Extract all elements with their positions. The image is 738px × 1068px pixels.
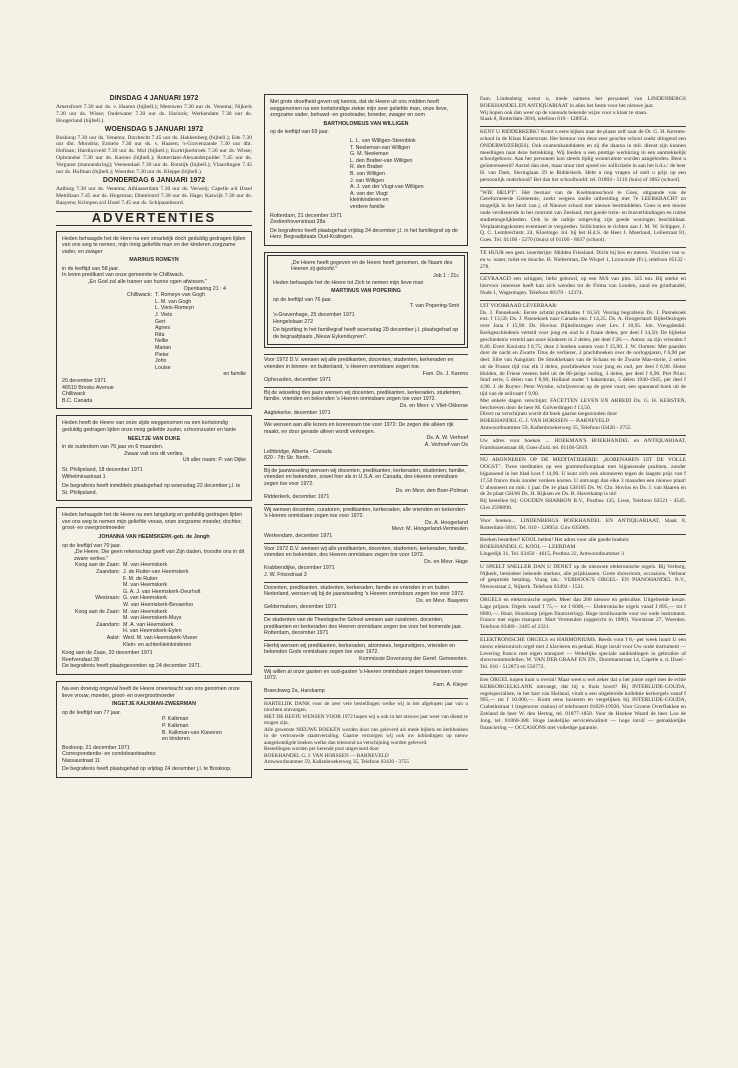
wish-notice bbox=[264, 505, 468, 544]
schedule-day: DONDERDAG 6 JANUARI 1972 bbox=[102, 176, 206, 184]
column-2 bbox=[264, 94, 468, 770]
family-member: P. Kalkman bbox=[162, 722, 189, 729]
family-member: en familie bbox=[223, 371, 246, 378]
wish-signature: Fam. Ds. J. Karens bbox=[422, 370, 468, 377]
family-place: Chilliwack: bbox=[126, 292, 152, 299]
schedule-text: Amersfoort 7.30 uur ds. v. Haaren (bijbell.); Meeuwen 7.30 uur ds. Venema; Nijkerk 7.30 uur ds. Wisse; Oudewater 7.30 uur ds. Harinck; Werkendam 7.30 uur ds. Hoogerland (bijbell.). bbox=[56, 103, 252, 124]
wish-signature: Ds. en Mevr. Hage bbox=[424, 558, 468, 565]
family-member: J. van Willigen bbox=[350, 177, 385, 184]
obituary-kalkman bbox=[56, 681, 252, 778]
obituary-ref: Job 1 : 21c bbox=[433, 273, 459, 280]
obituary-signature: Uit aller naam: P. van Dijke bbox=[182, 457, 246, 464]
relative-row bbox=[62, 622, 246, 629]
classified-ad: GEVRAAGD een schipper, liefst gehuwd, op een M/S van plm. 325 ton. Bij sterke en hiervoor interesse heeft kan zich wenden tot de Firma van Leuden, zand en grinthandel, Nude 1, Wageningen. Telefoon 08370 - 12374. bbox=[480, 274, 686, 300]
obituary-place: Rotterdam, 21 december 1971 bbox=[270, 212, 342, 219]
relative-row bbox=[62, 582, 246, 589]
schedule-day: DINSDAG 4 JANUARI 1972 bbox=[109, 95, 199, 102]
obituary-age: in de ouderdom van 76 jaar en 6 maanden. bbox=[62, 444, 164, 451]
classified-ad: ORGELS en elektronische orgels. Meer dan 200 nieuwe en gebruikte. Uitgebreide keuze. Lage prijzen. Orgels vanaf f 75,— tot f 6000,—. Elektronische orgels vanaf f 895,— tot f 6000,—. Huur, Huurkoop (eigen financiering). Hoge inruilwaarde voor uw oude instrument. Franco met eigen transport. Mart Vermeulen (opgericht in 1890). Voorstraat 27, Woerden. Telefoon 03480 - 2405 of 2321. bbox=[480, 595, 686, 635]
deceased-name: MARINUS ROMEYN bbox=[129, 257, 179, 264]
wish-text: Docenten, predikanten, studenten, kerkeraden, familie en vrienden in en buiten Nederland, wensen wij bij de jaarwisseling 's Heeren onmisbare zegen toe voor 1972. bbox=[264, 584, 465, 598]
family-member: A. J. van der Vlugt-van Willigen bbox=[350, 184, 424, 191]
relative-place: Aalst: bbox=[106, 634, 120, 641]
family-names bbox=[62, 716, 246, 742]
wish-text: Wij willen al onze gasten en oud-gasten 's Heeren onmisbare zegen toewensen voor 1972. bbox=[264, 668, 463, 682]
relative-place bbox=[62, 576, 123, 583]
classified-ad: NU ABONNEREN OP DE MEDITATIESERIE: „KORENAREN UIT DE VOLLE OOGST". Twee meditaties op een grammofoonplaat met bijpassende psalmen, zonder bijpassend in het blad kost f 14,90. U kunt zich ook abonneren tegen de laagste prijs van f 17,50 franco thuis zonder verdere kosten. U ontvangt dan elke 3 maanden een nieuwe plaat! U abonneert nu min. 1 jaar. De 1e plaat GH105 Ds. W. Chr. Hovius en Ds. J. van Haaren en de 2e plaat GH/06 Ds. H. Rijksen en Ds. B. Haverkamp is uit! Bij bestellen bij: GOUDEN SHABBON B.V., Postbus 135, Lisse, Telefoon 02521 - 4545. Giro 2598090. bbox=[480, 455, 686, 515]
family-member: L. M. van Gogh bbox=[155, 298, 192, 305]
relative-name: H. van Heemskerk-Eylen bbox=[123, 628, 182, 635]
family-list bbox=[62, 292, 246, 378]
wish-place: Krabbendijke, december 1971 J. W. Frisostraat 3 bbox=[264, 565, 335, 579]
relative-name: J. de Ruiter-van Heemskerk bbox=[123, 569, 189, 576]
family-member: Gert bbox=[155, 318, 166, 325]
classified-ad: Een ORGEL kopen kunt u overal! Maar weet u wel zeker dat u het juiste orgel met de echte KERKORGELKLANK ontvangt, dat bij u thuis hoort? Bij INTERLUDE-GOUDA, orgelspecialiste, in het hart van Holland, vindt u een uitgebreide kollektie kerkorgels vanaf f 995,— tot f 16.000,—. Komt eens luisteren en vergelijken bij INTERLUDE-GOUDA, Crabethstraat 1 (tegenover station) of telefoneert 01820-19920. Voor Groene Overflakkee en Zeeland de heer W. den Hertog, tel. 01877-1858. Voor de Hoekse Waard de heer Loo de Jong, tel. 01860-388. Hoge landelijke servicekwaliteit — hoge inruil — gemakkelijke financiering — OCCASIONS met volledige garantie. bbox=[480, 676, 686, 731]
family-member: Louise bbox=[155, 364, 171, 371]
obituary-street: Zestienhovenstraat 28a bbox=[270, 219, 326, 226]
wish-signature: Fam. A. Kleyer bbox=[433, 681, 468, 688]
relative-name: Wed. M. van Heemskerk-Visser bbox=[123, 634, 198, 641]
deceased-name: JOHANNA VAN HEEMSKERK-geb. de Jongh bbox=[98, 534, 210, 541]
classified-ad: Fam. Lindenberg wenst u, mede namens het personeel van LINDENBERGS BOEKHANDEL EN ANTIQUARIAAT in alles het beste voor het nieuwe jaar. Wij hopen ook dan weer op de vanouds bekende wijze voor u klaar te staan. Slaak 8, Rotterdam-3016, telefoon 010 - 128954. bbox=[480, 94, 686, 127]
wish-text: Bij de wisseling des jaars wensen wij docenten, predikanten, kerkeraden, studenten, familie, vrienden en bekenden 's Heeren onmisbare zegen toe voor 1972. bbox=[264, 389, 462, 403]
obituary-line: Zwaar valt ons dit verlies. bbox=[124, 450, 184, 457]
wish-signature: Ds. A. W. Verhoef A. Verhoef-van Os bbox=[424, 435, 468, 448]
wish-signature: Ds. en Mevr. v. Vliet-Okkerse bbox=[399, 402, 468, 409]
obituary-intro: Met grote droefheid geven wij kennis, dat de Heere uit ons midden heeft weggenomen na een kortstondige ziekte mijn zeer geliefde man, onze lieve, zorgzame vader, behuwd- en grootvader, broeder, zwager en oom bbox=[270, 99, 449, 119]
obituary-van-heemskerk bbox=[56, 507, 252, 675]
obituary-intro: Heden heeft de Heere van onze zijde weggenomen na een kortstondig geduldig gedragen lijden onze innig geliefde zuster, schoonzuster en tante bbox=[62, 420, 237, 433]
obituary-burial: De begrafenis heeft plaatsgevonden op 24 december 1971. bbox=[62, 663, 202, 670]
relative-name: F. M. de Ruiter bbox=[123, 575, 158, 582]
relative-row bbox=[62, 569, 246, 576]
family-member: T. Neeleman-van Willigen bbox=[350, 144, 411, 151]
obituary-intro: Na een droevig ongeval heeft de Heere onverwacht van ons genomen onze lieve vrouw, moeder, groot- en overgrootmoeder bbox=[62, 685, 240, 699]
wish-notice bbox=[264, 466, 468, 505]
obituary-age: in de leeftijd van 58 jaar. bbox=[62, 265, 120, 272]
obituary-quote: „De Heere heeft gegeven en de Heere heeft genomen, de Naam des Heeren zij geloofd." bbox=[291, 259, 453, 273]
wish-place: Opheusden, december 1971 bbox=[264, 377, 332, 384]
column-3 bbox=[480, 94, 686, 734]
relative-name: M. van Heemskerk bbox=[123, 608, 168, 615]
wish-notice bbox=[264, 583, 468, 615]
relative-name: M. van Heemskerk bbox=[123, 562, 168, 569]
deceased-name: NEELTJE VAN DIJKE bbox=[127, 435, 181, 442]
wish-place: Geldermalsen, december 1971 bbox=[264, 604, 337, 611]
classified-ad: TE HUUR een gem. boerderijte: Midden Friesland. Dicht bij bos en meren. Voorzien van w. en w. water, toilet en douche. H. Nieberman, De Wispel 1, Luxwoude (Fr.), telefoon 05132 - 278. bbox=[480, 248, 686, 274]
wish-place: Aagtekerke, december 1971 bbox=[264, 409, 331, 416]
obituary-burial: De begrafenis heeft plaatsgehad vrijdag 24 december j.l. in het familiegraf op de Herv. Begraafplaats Oud-Kralingen. bbox=[270, 227, 458, 241]
relative-name: G. A. J. van Heemskerk-Deurholt bbox=[123, 588, 201, 595]
wish-notice bbox=[264, 388, 468, 420]
classified-ad: KENT U RIDDERKERK? Komt u eens kijken naar de plaats zelf naar de Dr. G. H. Kersten-school in de Klaas Katerstraat. Het bestuur van deze zeer geachte school zoekt dringend een ONDERWIJZER(ES). Ook examenkandidaten en zij die daarna in mil. dienst zijn kunnen meedingen naar deze betrekking. Wij bieden u een prettige werkkring in een aantrekkelijk schoolgebouw. Aan het personeel kon steeds tijdig woonruimte worden aangeboden. Bent u geïnteresseerd? Aarzel dan niet, maar stuur met spoed uw sollicitatie in aan het h.d.s.: de heer H. van Dam, Sieringlaan 29 te Ridderkerk. Hebt u nog vragen of stelt u prijs op een persoonlijk onderhoud? Bel dan het schoolhoofd: tel. 01804 - 5116 (huis) of 3862 (school). bbox=[480, 127, 686, 187]
wish-text: Wij wensen docenten, curatoren, predikanten, kerkeraden, alle vrienden en bekenden 's Heeren onmisbare zegen toe voor 1972. bbox=[264, 506, 465, 520]
family-names bbox=[155, 292, 246, 378]
obituary-street: Hengelolaan 272 bbox=[273, 318, 314, 325]
relative-row bbox=[62, 589, 246, 596]
wish-signature: Ds. en Mevr. Baayens bbox=[416, 597, 468, 604]
family-member: B. Kalkman-van Klaveren bbox=[162, 729, 222, 736]
obituary-van-willigen bbox=[264, 94, 468, 246]
family-member: Agnes bbox=[155, 325, 171, 332]
relative-place: Koog aan de Zaan: bbox=[74, 608, 120, 615]
classified-ad: U SPEELT SNELLER DAN U DENKT op de nieuwste elektronische orgels. Bij Verborg, Nijkerk, bestudeer bekende merken, alle prijsklassen. Grote showroom, occasions. Verhuur of gespreide betaling. Vraag ink.: VERHOOG'S ORGEL- EN PIANOHANDEL N.V., Nieuwstraat 2, Nijkerk. Telefoon 03494 - 1521. bbox=[480, 562, 686, 595]
wish-signature: Kommissie Dovenzorg der Geref. Gemeenten. bbox=[359, 655, 468, 662]
wish-text: De studenten van de Theologische School wensen aan curatoren, docenten, predikanten en kerkeraden des Heeren onmisbare zegen toe voor het komende jaar. bbox=[264, 617, 463, 630]
advertenties-heading: ADVERTENTIES bbox=[56, 211, 252, 226]
wish-place: Braeckweg 2a, Harskamp bbox=[264, 688, 325, 695]
address-line: 46510 Brooks Avenue bbox=[62, 384, 114, 391]
wish-text: Hierbij wensen wij predikanten, kerkeraden, abonnees, begunstigers, vrienden en bekenden Gods onmisbare zegen toe voor 1972. bbox=[264, 642, 456, 656]
obituary-romeyn bbox=[56, 231, 252, 410]
obituary-burial: De begrafenis heeft inmiddels plaatsgehad op woensdag 22 december j.l. te St. Philipsland. bbox=[62, 483, 241, 496]
deceased-name: BARTHOLOMEUS VAN WILLIGEN bbox=[323, 120, 409, 127]
family-member: Rita bbox=[155, 331, 165, 338]
family-member: Pieter bbox=[155, 351, 169, 358]
church-schedule bbox=[56, 96, 252, 207]
relative-place: Koog aan de Zaan: bbox=[74, 562, 120, 569]
wish-notice bbox=[264, 615, 468, 641]
obituary-street: Reefvendaal 28 bbox=[62, 656, 100, 663]
family-names bbox=[270, 138, 462, 211]
family-member: verdere familie bbox=[350, 203, 385, 210]
relative-place: Zaandam: bbox=[96, 569, 120, 576]
family-member: A. van der Vlugt bbox=[350, 190, 388, 197]
obituary-date: 20 december 1971 bbox=[62, 377, 107, 384]
obituary-age: op de leeftijd van 77 jaar. bbox=[62, 709, 121, 716]
relative-row bbox=[62, 602, 246, 609]
family-member: L. den Braber-van Willigen bbox=[350, 157, 413, 164]
wish-place: Ridderkerk, december 1971 bbox=[264, 494, 330, 501]
wish-text: Voor 1972 D.V. wensen wij alle predikanten, docenten, studenten, kerkeraden, familie, vrienden en bekenden, des Heeren onmisbare zegen toe voor 1972. bbox=[264, 545, 466, 559]
bookshop-ad-van-horssen: HARTELIJK DANK voor de zeer vele bestellingen welke wij in het afgelopen jaar van u mochten ontvangen. MET DE BESTE WENSEN VOOR 1972 hopen wij u ook in het nieuwe jaar weer van dienst te mogen zijn. Alle gewenste NIEUWE BOEKEN worden door ons geleverd als mede bijbels en kerkboeken in de vertrouwde staatsvertaling. Gaarne verzorgen wij ook uw inbindingen op nieuw aangekondigde boeken welke dan tentoond na verschijning worden geleverd. Bestellingen worden per kerende post uitgevoerd door BOEKHANDEL G. J. VAN HORSSEN — BARNEVELD Antwoordnummer 59, Kallenbroekerweg 35, Telefoon 03420 - 3755 bbox=[264, 699, 468, 770]
relative-row bbox=[62, 595, 246, 602]
classified-ad: Voor boeken... LINDENBERGS BOEKHANDEL EN ANTIQUARIAAT, Slaak 8, Rotterdam-3016. Tel. 010 - 128954. Giro 635089. bbox=[480, 516, 686, 536]
relative-place bbox=[62, 602, 123, 609]
family-member: John bbox=[155, 358, 167, 365]
relative-row bbox=[62, 562, 246, 569]
relative-place bbox=[62, 582, 123, 589]
relative-place bbox=[62, 642, 123, 649]
wish-signature: Ds. en Mevr. den Boer-Polman bbox=[395, 487, 468, 494]
family-member: Nellie bbox=[155, 338, 169, 345]
family-member: L. L. van Willigen-Steenblok bbox=[350, 137, 416, 144]
obituary-street: Wilhelminastraat 1 bbox=[62, 473, 106, 480]
family-member: B. van Willigen bbox=[350, 170, 386, 177]
wish-notice bbox=[264, 355, 468, 387]
classified-ad: Uw adres voor boeken ... HOEKMAN'S BOEKHANDEL en ANTIQUARIAAT, Frambozenstraat 48, Goes-Zuid. tel. 01100-5019. bbox=[480, 436, 686, 456]
obituary-place: Boskoop, 21 december 1971 bbox=[62, 744, 130, 751]
obituary-ref: Openbaring 21 : 4 bbox=[183, 285, 226, 292]
address-line: Chilliwack bbox=[62, 391, 86, 398]
wish-signature: Ds. A. Hoogerland Mevr. M. Hoogerland-Vermeulen bbox=[391, 519, 468, 533]
relative-row bbox=[62, 628, 246, 635]
obituary-place: Koog aan de Zaan, 20 december 1971 bbox=[62, 650, 153, 657]
wish-text: We wensen aan alle lezers en lezeressen toe voor 1972: De zegen die alleen rijk maakt, en door genade alleen wordt verkregen. bbox=[264, 422, 454, 435]
relative-name: Klein- en achterkleinkinderen bbox=[123, 641, 192, 648]
obituary-intro: Heden behaagde het de Heere na een langdurig en geduldig gedragen lijden van ons weg te nemen mijn geliefde vrouw, onze zorgzame moeder, dochter, groot- en overgrootmoeder bbox=[62, 512, 243, 532]
deceased-name: MARTINUS VAN POPERING bbox=[331, 288, 401, 295]
wish-notice bbox=[264, 667, 468, 699]
obituary-street: Nassaustraat 11 bbox=[62, 757, 101, 764]
relative-name: M. van Heemskerk-Muys bbox=[123, 615, 182, 622]
obituary-age: op de leeftijd van 76 jaar. bbox=[273, 296, 332, 303]
classified-ad: UIT VOORRAAD LEVERBAAR: Ds. J. Pannekoek: Eerste achttal predikaties f 16,50; Verslag begrafenis Ds. J. Pannekoek enz. f 13,50; Ds. J. Pannekoek naar Canada enz. f 14,25. Ds. A. Hoogerland: Bijbellezingen over Jona f 15,90. Ds. Hovius: Bijbellezingen over Lev. f 10,95. Joh. Vreugdenhil: Kerkgeschiedenis verteld voor jong en oud in 4 fraaie delen, per deel f 14,50; De bijbelse geschiedenis verteld aan onze kinderen in 2 delen, per deel f 28,—. Anton: aa zijn vrienden f 8,40. Evert Kooistra f 8,75; deze 2 boeken samen voor f 15,90. J. W. Oomen: Met paarden door de nacht en Zwarte Titus de verliezer, 2 prachtboeken over de oorlogsjaren, f 6,90 per deel. Sibe van Aangium: De Smokkelaars van de Schans en de Zwarte Mas-storie, 2 series uit de Franse tijd van elk 3 delen, prachtboeken voor jong en oud, per deel f 6,90. Hotse Holden, de Friese veenen held uit de 80-jarige oorlog, 3 delen, per deel f 6,90. Piet Prins: Snuf serie, 5 delen van f 8,90; Holland onder 't hakenkruis, 5 delen 1940-1945, per deel f 4,90. J. de Ruyter: Peter Wytske, schrijvenvan op de grote vaart, een spannend boek uit de tijd van de zeilvaart f 9,90. Met enkele dagen verschijnt: FACETTEN LEVEN EN ARBEID Ds. G. H. KERSTEN, beschreven door de heer M. Golverdingen f 13,50. Direct na verschijnen wordt dit boek gaarne toegezonden door BOEKHANDEL G. J. VAN HORSSEN — BARNEVELD Antwoordnummer 59, Kallenbroekerweg 35, Telefoon 03420 - 2755 bbox=[480, 301, 686, 436]
obituary-corr: Correspondentie- en condoleantieadres: bbox=[62, 751, 157, 758]
wish-notice bbox=[264, 641, 468, 667]
schedule-day: WOENSDAG 5 JANUARI 1972 bbox=[104, 125, 204, 133]
obituary-inner-frame bbox=[267, 255, 465, 346]
relative-row bbox=[62, 615, 246, 622]
schedule-text: Boskoop 7.30 uur ds. Venema; Dordrecht 7.45 uur ds. Hakkenberg (bijbell.); Ede 7.30 uur dhr. Mondria; Ermelo 7.30 uur ds. v. Haaren; 's-Gravenzande 7.30 uur dhr. Hofman; Hardinxveld 7.30 uur ds. Mol (bijbell.); Kortrijkerbroek 7.30 uur ds. Wisse; Opbrandse 7.30 uur ds. Karens (bijbell.); Rotterdam-Alexanderpolder 7.45 uur ds. Vergunst (mannenkring); Veenendaal 7.30 uur ds. Rotstijk (bijbell.); Vlaardingen 7.45 uur ds. Hofman (bijbell.); Woerden 7.30 uur ds. Kleppe (bijbell.). bbox=[56, 134, 252, 176]
obituary-signature: T. van Popering-Smit bbox=[409, 303, 459, 310]
obituary-age: op de leeftijd van 69 jaar. bbox=[270, 129, 329, 136]
relative-name: M. A. van Heemskerk bbox=[123, 621, 174, 628]
family-member: G. M. Neeleman bbox=[350, 151, 389, 158]
family-member: P. Kalkman bbox=[162, 716, 189, 723]
relative-place bbox=[62, 589, 123, 596]
family-member: Marian bbox=[155, 345, 172, 351]
wish-text: Bij de jaarwisseling wensen wij docenten, predikanten, kerkeraden, studenten, familie, vrienden en bekenden, zowel hier als in U.S.A. en Canada, des Heeren onmisbare zegen toe voor 1972. bbox=[264, 467, 466, 487]
classified-ad: "WIE HELPT". Het bestuur van de Koelmansschool te Goes, uitgaande van de Gereformeerde Gemeente, zoekt wegens snelle uitbreiding met 7e LEERKRACHT zo mogelijk in het bezit van j. of Nieuwe school met nieuwe leermiddelen. Goes is een mooie oude verdienende in het centrum van Zeeland, met goede trein- en busverbindingen en ruime studiemogelijkheden. Ook in de nabije omgeving zijn goede woningen beschikbaar. Verplaatsingskosten eventueel te vergoeden. Sollicitaties te richten aan J. M. W. Schipper, J. Q. C. Lembrechtstr. 24, Kloetinge. Inl. bij het H.d.S. de Heer J. Moerland, Leliestraat 81, Goes. Tel. 01100 - 5270 (thuis) of 01100 - 8037 (school). bbox=[480, 188, 686, 248]
family-member: en kinderen bbox=[162, 736, 190, 743]
obituary-van-popering bbox=[264, 252, 468, 349]
newspaper-page bbox=[56, 94, 720, 1024]
obituary-van-dijke bbox=[56, 415, 252, 501]
new-year-wishes bbox=[264, 354, 468, 699]
obituary-burial: De bijzetting in het familiegraf heeft woensdag 29 december j.l. plaatsgehad op de begraafplaats „Nieuw Eykenduynen". bbox=[273, 327, 459, 340]
relatives-list bbox=[62, 562, 246, 648]
classified-ad: Boeken bestellen? KOOL bellen! Het adres voor alle goede boeken: BOEKHANDEL G. KOOL — LEERDAM Lingedijk 31, Tel. 03450 - 4615, Postbus 22, Antwoordnummer 3 bbox=[480, 535, 686, 561]
schedule-text: Aalburg 7.30 uur ds. Venema; Alblasserdam 7.30 uur ds. Verweij; Capelle a/d IJssel Mettillaan 7.45 uur ds. Hogeman; Dinteloord 7.30 uur ds. Hage; Katwijk 7.30 uur ds. Baayens; Krimpen a/d IJssel 7.45 uur ds. Schipaanboord. bbox=[56, 185, 252, 206]
obituary-place: St. Philipsland, 18 december 1971 bbox=[62, 466, 143, 473]
relative-name: W. van Heemskerk-Bevaerloo bbox=[123, 602, 194, 608]
wish-text: Voor 1972 D.V. wensen wij alle predikanten, docenten, studenten, kerkeraden en vrienden in binnen- en buitenland, 's Heeren onmisbare zegen toe. bbox=[264, 357, 454, 370]
classified-ad: ELEKTRONISCHE ORGELS en HARMONIUMS. Reeds voor f 8,- per week huurt U een nieuw elektronisch orgel met 2 klavieren en pedaal. Hoge inruil voor Uw oude instrument — Levering franco met eigen transport — Wekelijks speciale aanbiedingen in gebruikte of showroommodellen. W. VAN DER GRAAF EN ZN., Doormanstraat 14, Capelle a. d. IJssel - Tel. 010 - 512873 en 556772. bbox=[480, 635, 686, 675]
relative-place bbox=[62, 628, 123, 635]
obituary-intro: Heden behaagde het de Heere tot Zich te nemen mijn lieve man bbox=[273, 279, 424, 286]
obituary-age: op de leeftijd van 70 jaar. bbox=[62, 542, 121, 549]
family-member: T. Romeyn-van Gogh bbox=[155, 292, 206, 299]
relative-row bbox=[62, 642, 246, 649]
obituary-line: In leven predikant van onze gemeente te Chilliwack. bbox=[62, 272, 185, 279]
family-member: kleinkinderen en bbox=[350, 197, 389, 204]
relative-place: Zaandam: bbox=[96, 621, 120, 628]
relative-place: Westzaan: bbox=[95, 595, 120, 602]
family-member: J. Viets bbox=[155, 312, 173, 319]
obituary-quote: „De Heere, Die geen rekenschap geeft van Zijn daden, troostte ons in dit zware verlies." bbox=[74, 549, 245, 562]
column-1 bbox=[56, 94, 252, 784]
relative-name: G. van Heemskerk bbox=[123, 595, 167, 602]
relative-row bbox=[62, 635, 246, 642]
family-member: L. Viets-Romeyn bbox=[155, 305, 195, 312]
obituary-quote: „En God zal alle tranen van hunne ogen afwissen." bbox=[88, 279, 208, 286]
family-member: R. den Braber bbox=[350, 164, 383, 171]
obituary-intro: Heden behaagde het de Here na een smartelijk doch geduldig gedragen lijden van ons weg te nemen, mijn innig geliefde man en der kinderen zorgzame vader, en zwager bbox=[62, 235, 246, 255]
obituary-burial: De begrafenis heeft plaatsgehad op vrijdag 24 december j.l. te Boskoop. bbox=[62, 766, 232, 773]
relative-place bbox=[62, 615, 123, 622]
obituary-place: 's-Gravenhage, 25 december 1971 bbox=[273, 312, 355, 319]
deceased-name: INGETJE KALKMAN-ZWEERMAN bbox=[112, 701, 196, 708]
address-line: B.C. Canada bbox=[62, 397, 93, 404]
relative-name: M. van Heemskerk bbox=[123, 582, 168, 589]
wish-place: Rotterdam, december 1971 bbox=[264, 630, 329, 637]
wish-notice bbox=[264, 420, 468, 466]
wish-notice bbox=[264, 544, 468, 583]
relative-row bbox=[62, 576, 246, 583]
relative-row bbox=[62, 609, 246, 616]
wish-place: Lethbridge, Alberta - Canada 820 - 7th Str. North. bbox=[264, 448, 332, 462]
wish-place: Werkendam, december 1971 bbox=[264, 533, 333, 540]
